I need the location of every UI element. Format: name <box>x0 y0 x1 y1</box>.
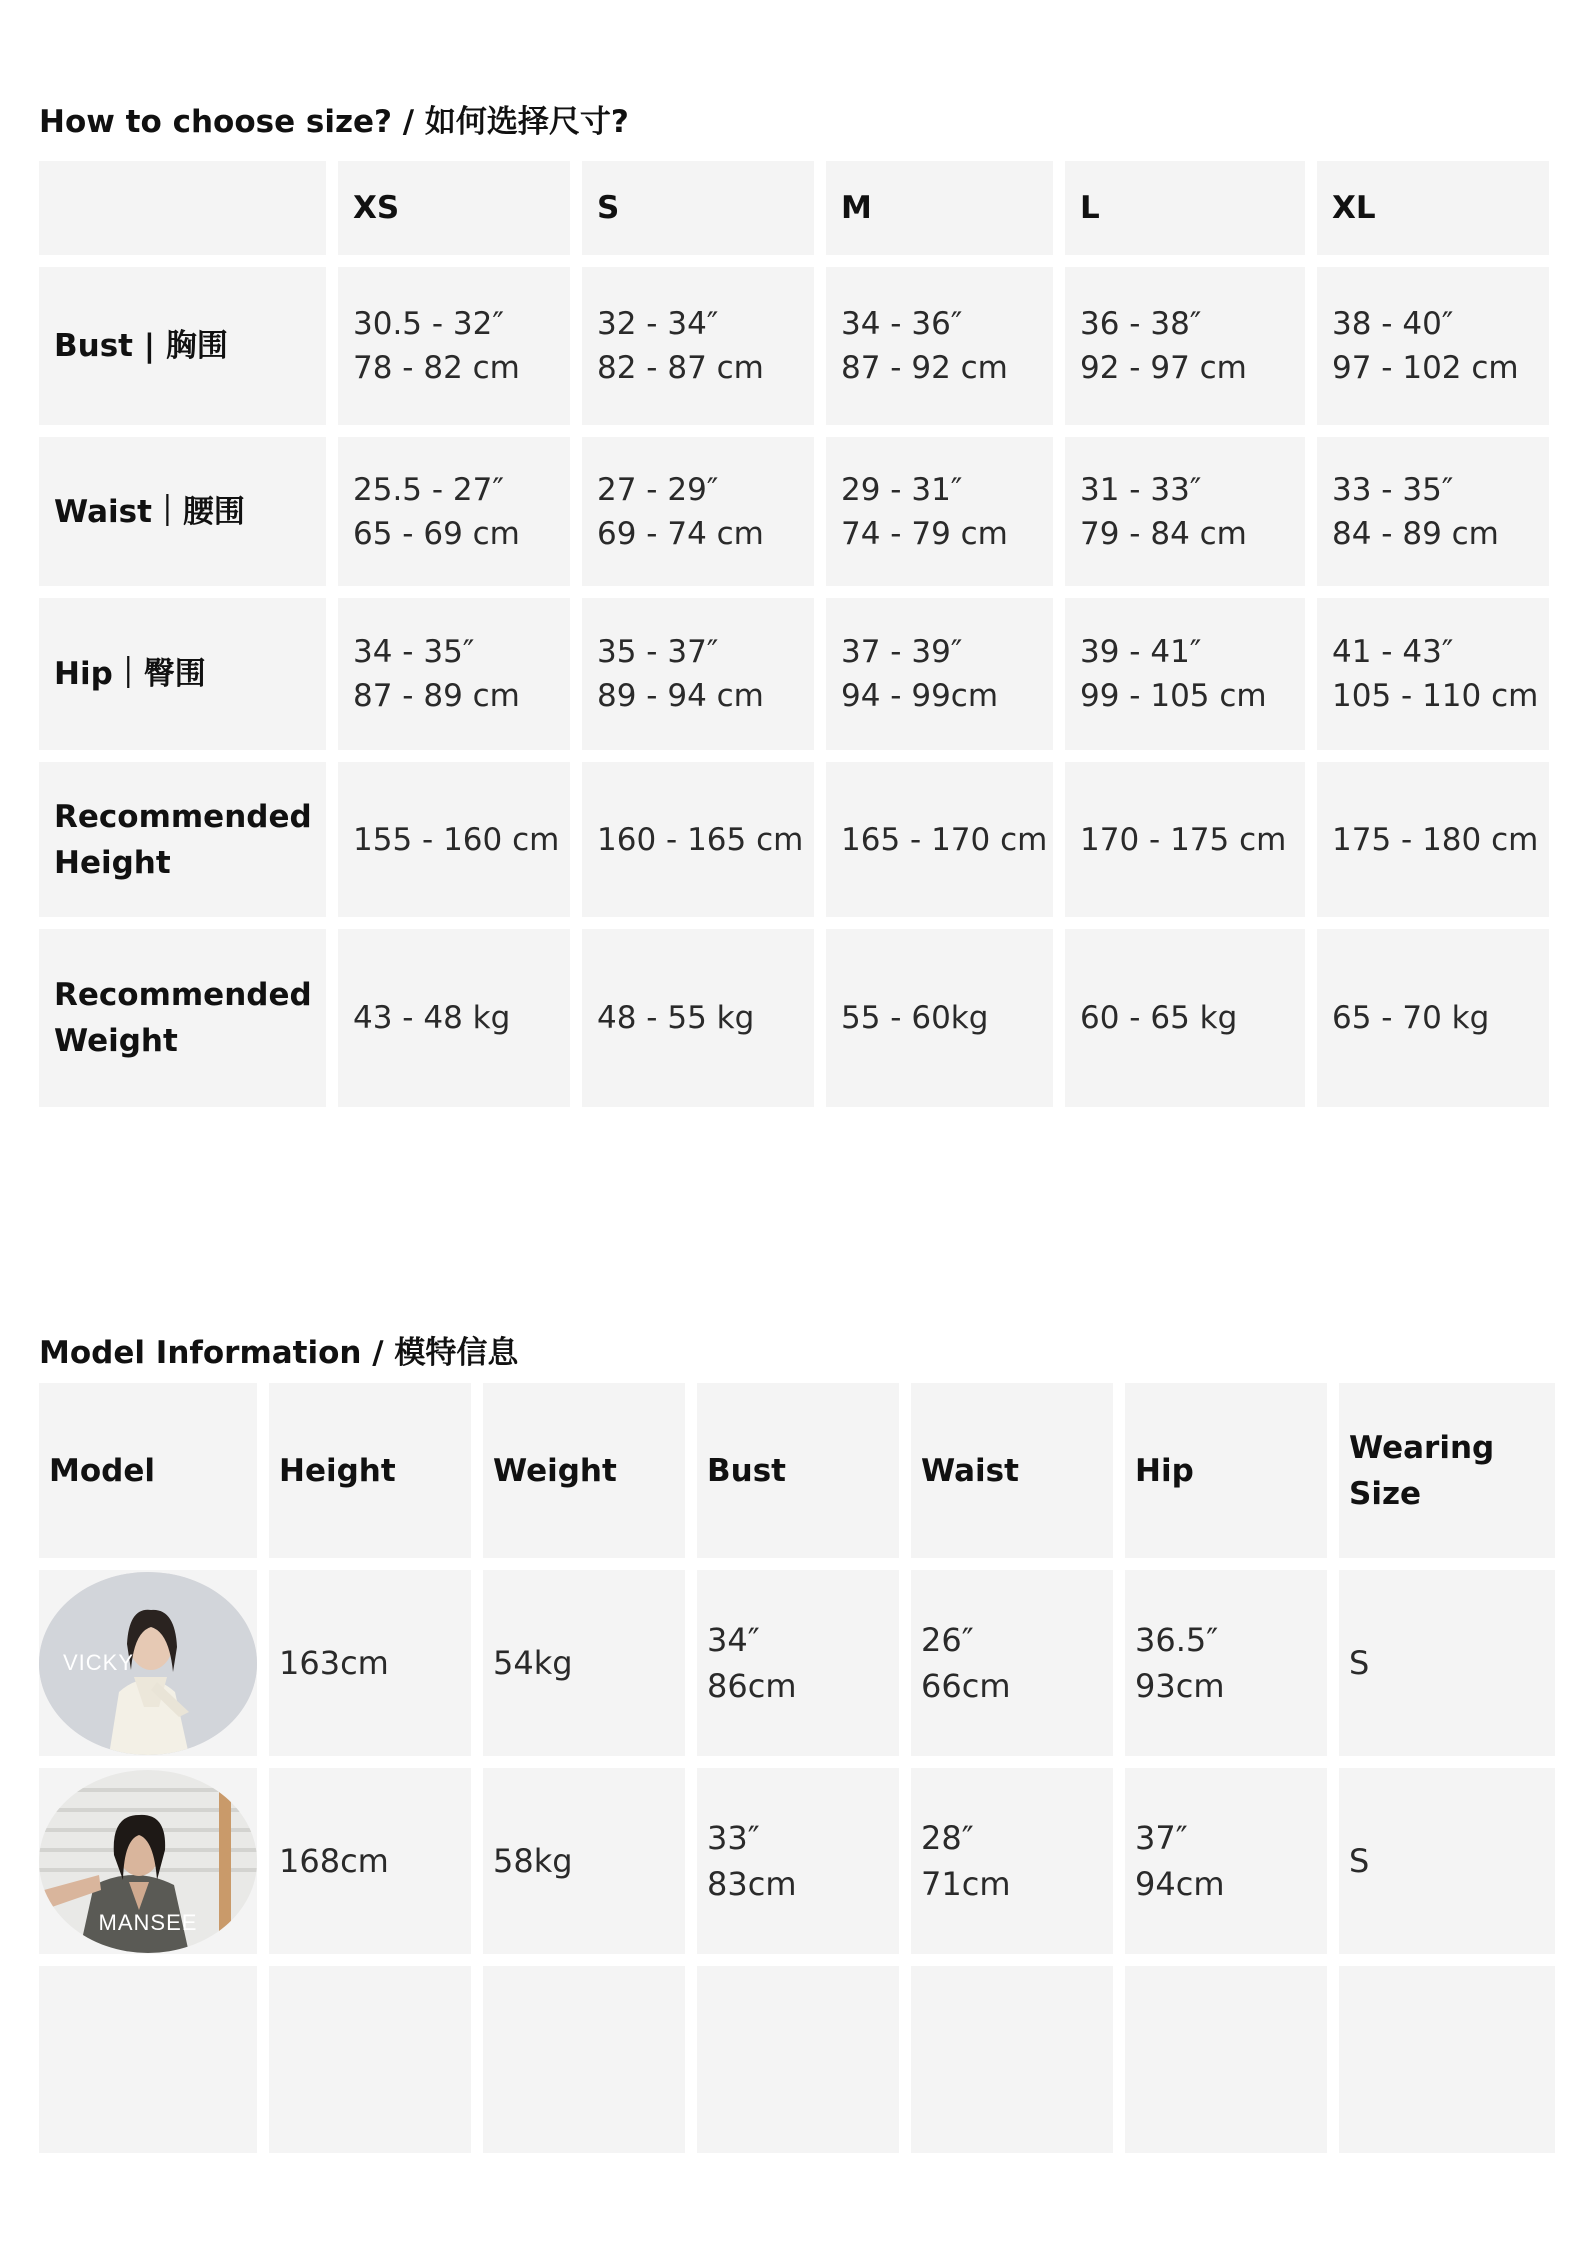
model-weight: 58kg <box>483 1768 685 1954</box>
waist-s: 27 - 29″ 69 - 74 cm <box>582 437 814 586</box>
model-hip: 37″ 94cm <box>1125 1768 1327 1954</box>
height-m: 165 - 170 cm <box>826 762 1053 917</box>
empty-cell <box>39 1966 257 2153</box>
model-info-title: Model Information / 模特信息 <box>39 1335 519 1371</box>
size-header-xl: XL <box>1317 161 1549 255</box>
header-height: Height <box>269 1383 471 1558</box>
avatar <box>39 1770 257 1953</box>
model-waist: 26″ 66cm <box>911 1570 1113 1756</box>
size-guide-title: How to choose size? / 如何选择尺寸? <box>39 104 629 140</box>
empty-cell <box>483 1966 685 2153</box>
hip-l: 39 - 41″ 99 - 105 cm <box>1065 598 1305 750</box>
header-weight: Weight <box>483 1383 685 1558</box>
model-wearing-size: S <box>1339 1768 1555 1954</box>
model-photo-cell <box>39 1768 257 1954</box>
size-chart-table <box>39 161 1555 1107</box>
row-label-recommended-height: Recommended Height <box>39 762 326 917</box>
model-height: 168cm <box>269 1768 471 1954</box>
weight-xs: 43 - 48 kg <box>338 929 570 1107</box>
bust-xl: 38 - 40″ 97 - 102 cm <box>1317 267 1549 425</box>
size-header-s: S <box>582 161 814 255</box>
model-info-table <box>39 1383 1555 2153</box>
bust-l: 36 - 38″ 92 - 97 cm <box>1065 267 1305 425</box>
row-label-waist: Waist｜腰围 <box>39 437 326 586</box>
size-header-m: M <box>826 161 1053 255</box>
size-header-empty <box>39 161 326 255</box>
row-label-hip: Hip｜臀围 <box>39 598 326 750</box>
height-xl: 175 - 180 cm <box>1317 762 1549 917</box>
height-s: 160 - 165 cm <box>582 762 814 917</box>
hip-xl: 41 - 43″ 105 - 110 cm <box>1317 598 1549 750</box>
model-bust: 34″ 86cm <box>697 1570 899 1756</box>
bust-s: 32 - 34″ 82 - 87 cm <box>582 267 814 425</box>
model-waist: 28″ 71cm <box>911 1768 1113 1954</box>
hip-xs: 34 - 35″ 87 - 89 cm <box>338 598 570 750</box>
row-label-bust: Bust | 胸围 <box>39 267 326 425</box>
model-name-label: VICKY <box>63 1649 135 1675</box>
hip-m: 37 - 39″ 94 - 99cm <box>826 598 1053 750</box>
model-wearing-size: S <box>1339 1570 1555 1756</box>
header-waist: Waist <box>911 1383 1113 1558</box>
weight-m: 55 - 60kg <box>826 929 1053 1107</box>
row-label-recommended-weight: Recommended Weight <box>39 929 326 1107</box>
weight-l: 60 - 65 kg <box>1065 929 1305 1107</box>
size-header-l: L <box>1065 161 1305 255</box>
model-photo-cell <box>39 1570 257 1756</box>
header-model: Model <box>39 1383 257 1558</box>
height-xs: 155 - 160 cm <box>338 762 570 917</box>
waist-xl: 33 - 35″ 84 - 89 cm <box>1317 437 1549 586</box>
header-bust: Bust <box>697 1383 899 1558</box>
bust-m: 34 - 36″ 87 - 92 cm <box>826 267 1053 425</box>
model-name-label: MANSEE <box>98 1909 198 1935</box>
model-weight: 54kg <box>483 1570 685 1756</box>
empty-cell <box>1339 1966 1555 2153</box>
empty-cell <box>1125 1966 1327 2153</box>
size-header-xs: XS <box>338 161 570 255</box>
empty-cell <box>911 1966 1113 2153</box>
waist-l: 31 - 33″ 79 - 84 cm <box>1065 437 1305 586</box>
model-height: 163cm <box>269 1570 471 1756</box>
empty-cell <box>269 1966 471 2153</box>
avatar <box>39 1572 257 1755</box>
model-hip: 36.5″ 93cm <box>1125 1570 1327 1756</box>
waist-m: 29 - 31″ 74 - 79 cm <box>826 437 1053 586</box>
header-wearing-size: Wearing Size <box>1339 1383 1555 1558</box>
empty-cell <box>697 1966 899 2153</box>
waist-xs: 25.5 - 27″ 65 - 69 cm <box>338 437 570 586</box>
header-hip: Hip <box>1125 1383 1327 1558</box>
weight-s: 48 - 55 kg <box>582 929 814 1107</box>
bust-xs: 30.5 - 32″ 78 - 82 cm <box>338 267 570 425</box>
model-bust: 33″ 83cm <box>697 1768 899 1954</box>
weight-xl: 65 - 70 kg <box>1317 929 1549 1107</box>
hip-s: 35 - 37″ 89 - 94 cm <box>582 598 814 750</box>
height-l: 170 - 175 cm <box>1065 762 1305 917</box>
